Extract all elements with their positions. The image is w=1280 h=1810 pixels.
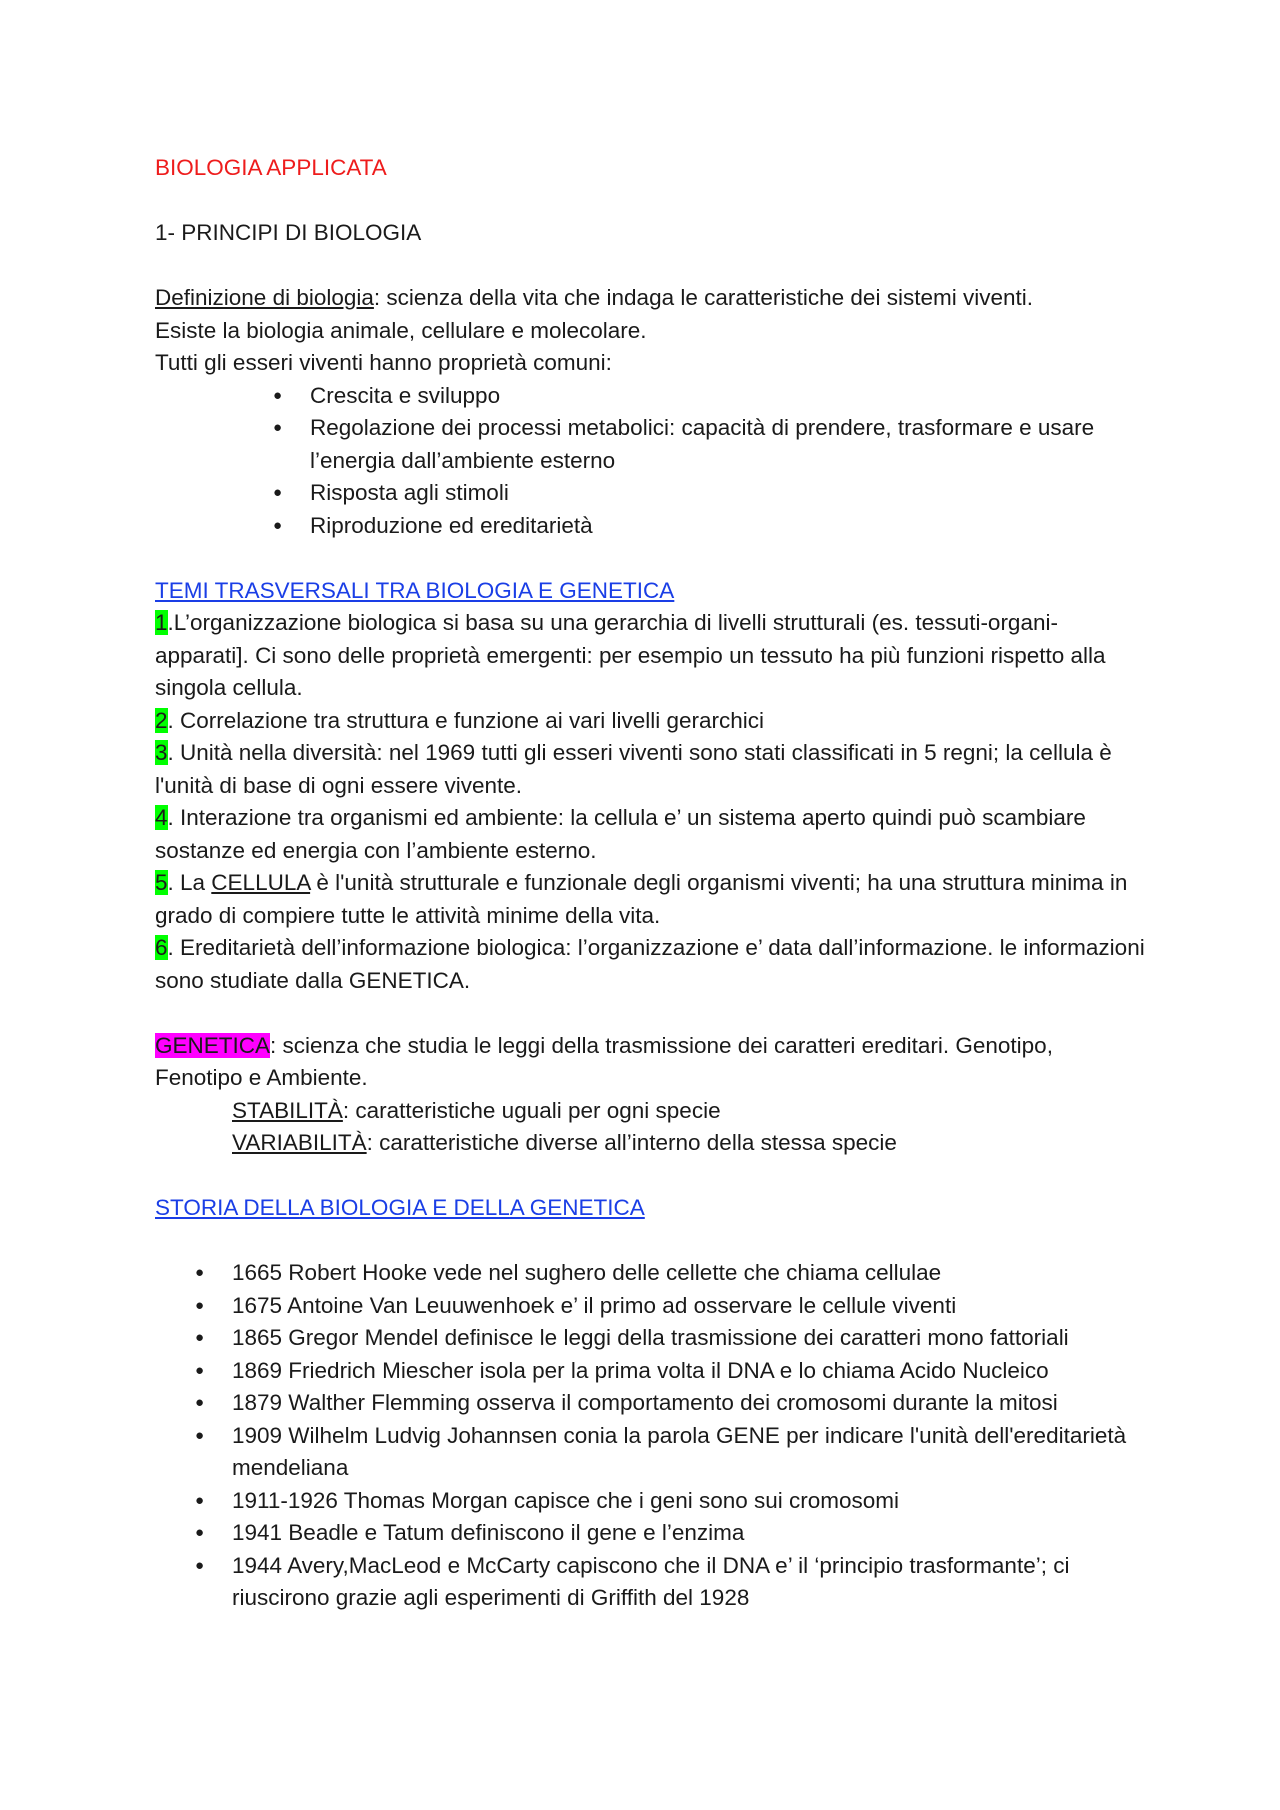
temi-item-1: 1.L’organizzazione biologica si basa su una gerarchia di livelli strutturali (es. tessuti-organi-apparati]. Ci sono delle proprietà emergenti: per esempio un tessuto ha più funzioni rispetto alla singola cellula. xyxy=(155,610,1106,700)
genetica-term: GENETICA xyxy=(155,1032,271,1058)
genetica-paragraph: GENETICA: scienza che studia le leggi della trasmissione dei caratteri ereditari. Genotipo, Fenotipo e Ambiente. xyxy=(155,1032,1053,1090)
temi-heading-link[interactable]: TEMI TRASVERSALI TRA BIOLOGIA E GENETICA xyxy=(155,577,675,603)
temi-item-5: 5. La CELLULA è l'unità strutturale e funzionale degli organismi viventi; ha una struttura minima in grado di compiere tutte le attività minime della vita. xyxy=(155,870,1128,928)
history-item: ● 1665 Robert Hooke vede nel sughero delle cellette che chiama cellulae xyxy=(155,1257,1145,1290)
variabilita-term: VARIABILITÀ xyxy=(232,1130,367,1155)
list-item: ● Regolazione dei processi metabolici: capacità di prendere, trasformare e usare l’energia dall’ambiente esterno xyxy=(155,412,1145,477)
list-item: ● Risposta agli stimoli xyxy=(155,477,1145,510)
history-item: ● 1911-1926 Thomas Morgan capisce che i geni sono sui cromosomi xyxy=(155,1485,1145,1518)
definition-paragraph xyxy=(155,282,1145,315)
definition-line-3: Tutti gli esseri viventi hanno proprietà comuni: xyxy=(155,350,612,375)
temi-number: 3 xyxy=(155,740,168,765)
history-item: ● 1675 Antoine Van Leuuwenhoek e’ il primo ad osservare le cellule viventi xyxy=(155,1290,1145,1323)
document-title: BIOLOGIA APPLICATA xyxy=(155,155,387,180)
history-item: ● 1941 Beadle e Tatum definiscono il gene e l’enzima xyxy=(155,1517,1145,1550)
storia-heading-link[interactable]: STORIA DELLA BIOLOGIA E DELLA GENETICA xyxy=(155,1195,645,1220)
temi-item-6: 6. Ereditarietà dell’informazione biologica: l’organizzazione e’ data dall’informazione. le informazioni sono studiate dalla GENETICA. xyxy=(155,935,1145,993)
temi-item-4: 4. Interazione tra organismi ed ambiente: la cellula e’ un sistema aperto quindi può scambiare sostanze ed energia con l’ambiente esterno. xyxy=(155,805,1086,863)
definition-text: : scienza della vita che indaga le caratteristiche dei sistemi viventi. xyxy=(373,285,1033,310)
history-item: ● 1909 Wilhelm Ludvig Johannsen conia la parola GENE per indicare l'unità dell'ereditarietà mendeliana xyxy=(155,1420,1145,1485)
list-item: ● Riproduzione ed ereditarietà xyxy=(155,510,1145,543)
history-list xyxy=(155,1257,1145,1615)
temi-number: 2 xyxy=(155,707,168,733)
temi-item-2: 2. Correlazione tra struttura e funzione ai vari livelli gerarchici xyxy=(155,707,765,733)
temi-number: 4 xyxy=(155,805,168,830)
stabilita-line: STABILITÀ: caratteristiche uguali per ogni specie xyxy=(232,1097,721,1123)
temi-number: 6 xyxy=(155,935,168,960)
history-item: ● 1879 Walther Flemming osserva il comportamento dei cromosomi durante la mitosi xyxy=(155,1387,1145,1420)
temi-number: 1 xyxy=(155,610,168,635)
history-item: ● 1944 Avery,MacLeod e McCarty capiscono che il DNA e’ il ‘principio trasformante’; ci riuscirono grazie agli esperimenti di Griffith del 1928 xyxy=(155,1550,1145,1615)
history-item: ● 1865 Gregor Mendel definisce le leggi della trasmissione dei caratteri mono fattoriali xyxy=(155,1322,1145,1355)
section-title: 1- PRINCIPI DI BIOLOGIA xyxy=(155,220,422,245)
document-content xyxy=(155,152,1145,1615)
variabilita-line: VARIABILITÀ: caratteristiche diverse all’interno della stessa specie xyxy=(232,1130,897,1155)
definition-term: Definizione di biologia xyxy=(155,285,374,310)
history-item: ● 1869 Friedrich Miescher isola per la prima volta il DNA e lo chiama Acido Nucleico xyxy=(155,1355,1145,1388)
cellula-term: CELLULA xyxy=(211,870,311,895)
stabilita-term: STABILITÀ xyxy=(232,1097,343,1123)
definition-line-2: Esiste la biologia animale, cellulare e molecolare. xyxy=(155,317,647,343)
temi-item-3: 3. Unità nella diversità: nel 1969 tutti gli esseri viventi sono stati classificati in 5 regni; la cellula è l'unità di base di ogni essere vivente. xyxy=(155,740,1112,798)
list-item: ● Crescita e sviluppo xyxy=(155,380,1145,413)
properties-list xyxy=(155,380,1145,543)
temi-number: 5 xyxy=(155,870,168,895)
